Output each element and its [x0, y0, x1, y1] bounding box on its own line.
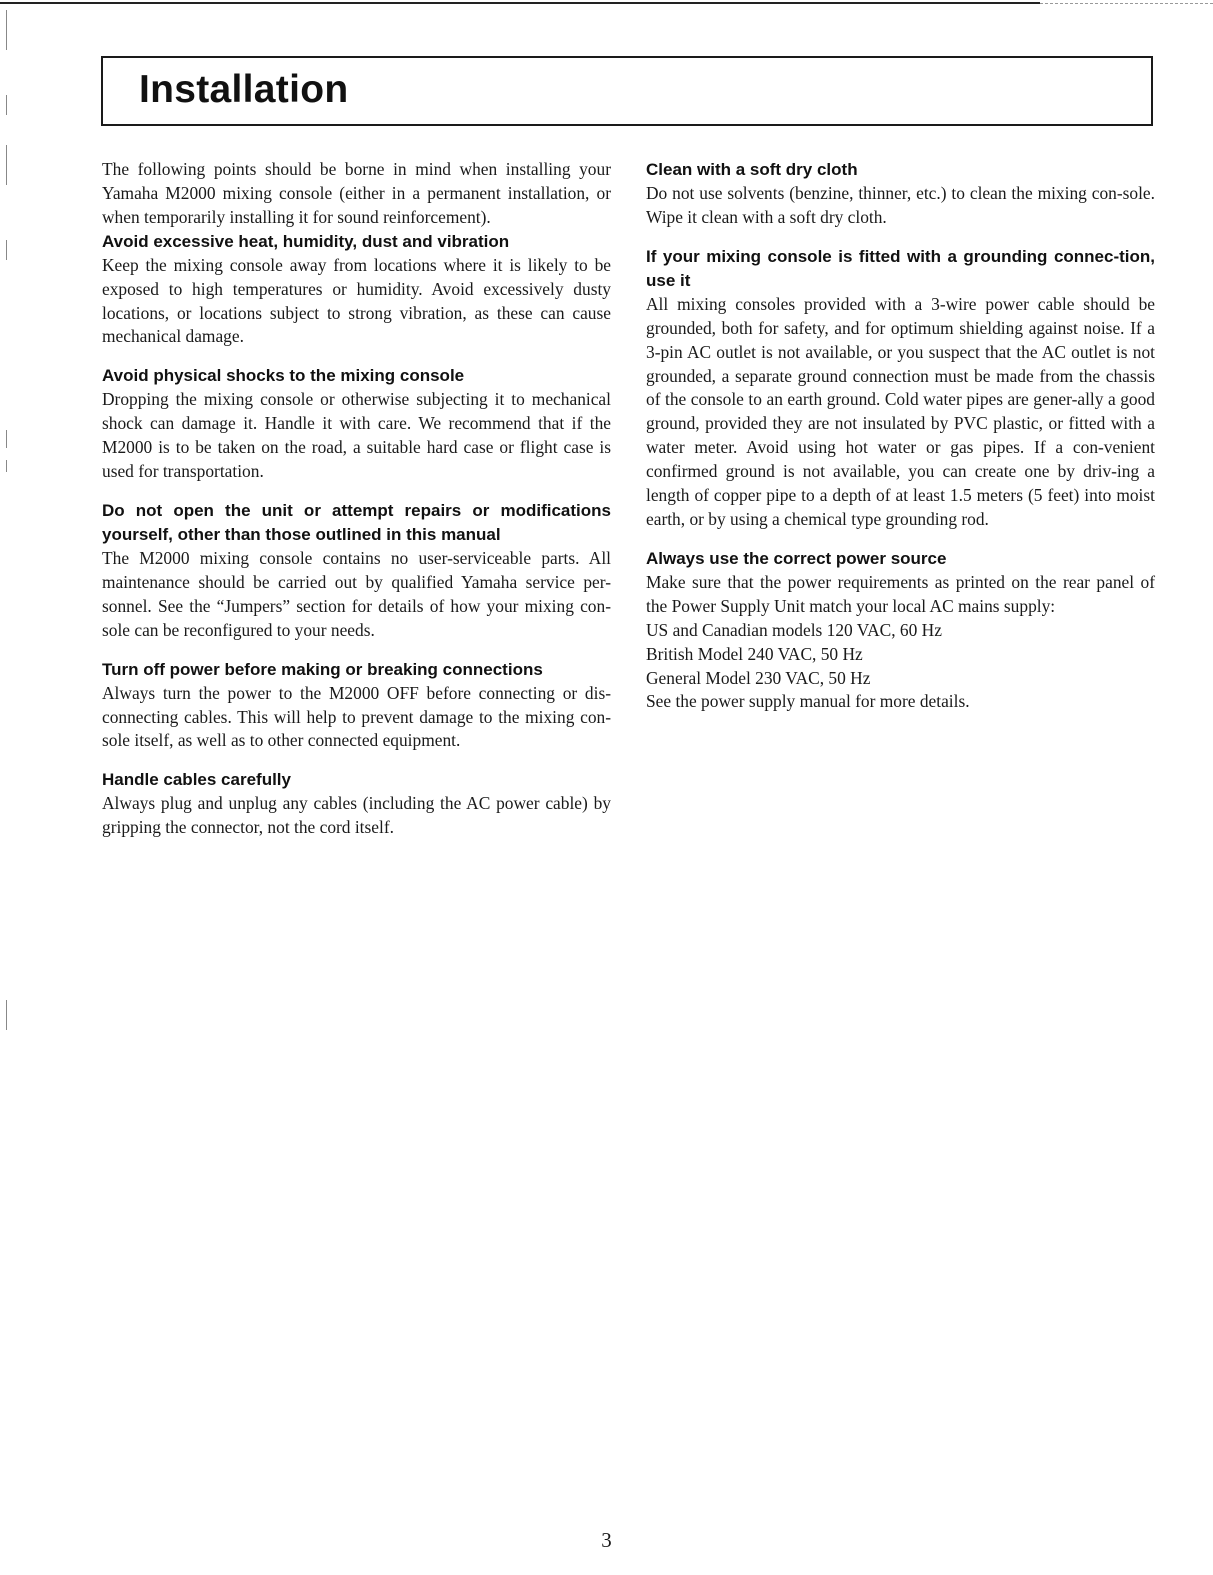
section-body: Make sure that the power requirements as printed on the rear panel of the Power Supply Unit match your local AC mains supply: — [646, 571, 1155, 616]
section-heading: Turn off power before making or breaking connections — [102, 659, 543, 679]
section-clean — [646, 158, 1155, 230]
section-body: All mixing consoles provided with a 3-wire power cable should be grounded, both for safety, and for optimum shielding against noise. If a 3-pin AC outlet is not available, or you suspect that the AC outlet is not grounded, a separate ground connection must be made from the chassis of the console to an earth ground. Cold water pipes are gener-ally a good ground, provided they are not insulated by PVC plastic, or fitted with a water meter. Avoid using hot water or gas pipes. If a con-venient confirmed ground is not available, you can create one by driv-ing a length of copper pipe to a depth of at least 1.5 meters (5 feet) into moist earth, or by using a chemical type grounding rod. — [646, 293, 1155, 529]
right-column — [646, 158, 1155, 729]
section-grounding — [646, 245, 1155, 532]
top-border-rule-faint — [1040, 3, 1213, 4]
section-heading: Do not open the unit or attempt repairs or modifications yourself, other than those outlined in this manual — [102, 500, 611, 544]
section-power-source — [646, 547, 1155, 714]
section-repairs — [102, 499, 611, 643]
page-number: 3 — [601, 1528, 612, 1552]
power-spec-line: General Model 230 VAC, 50 Hz — [646, 667, 871, 688]
scan-margin-marks — [4, 0, 10, 1575]
section-heading: Avoid excessive heat, humidity, dust and vibration — [102, 231, 510, 251]
section-body: Dropping the mixing console or otherwise subjecting it to mechanical shock can damage it. Handle it with care. We recommend that if the M2000 is to be taken on the road, a suitable hard case or flight case is used for transportation. — [102, 389, 611, 482]
power-spec-line: US and Canadian models 120 VAC, 60 Hz — [646, 619, 942, 640]
left-column — [102, 158, 611, 855]
power-spec-line: British Model 240 VAC, 50 Hz — [646, 643, 863, 664]
page-title: Installation — [139, 68, 349, 111]
section-cables — [102, 768, 611, 840]
intro-paragraph: The following points should be borne in mind when installing your Yamaha M2000 mixing console (either in a permanent installation, or when temporarily installing it for sound reinforcement). — [102, 159, 611, 227]
section-heat — [102, 230, 611, 350]
top-border-rule — [0, 2, 1040, 4]
section-body: Do not use solvents (benzine, thinner, etc.) to clean the mixing con-sole. Wipe it clean with a soft dry cloth. — [646, 183, 1155, 227]
section-heading: Avoid physical shocks to the mixing console — [102, 366, 465, 386]
section-heading: If your mixing console is fitted with a grounding connec-tion, use it — [646, 246, 1155, 290]
power-spec-list — [646, 619, 1155, 715]
section-shocks — [102, 364, 611, 484]
section-body: Always plug and unplug any cables (including the AC power cable) by gripping the connector, not the cord itself. — [102, 793, 611, 838]
section-heading: Handle cables carefully — [102, 770, 291, 790]
title-box — [101, 56, 1153, 126]
section-power-off — [102, 658, 611, 754]
section-heading: Always use the correct power source — [646, 548, 947, 568]
section-body: Keep the mixing console away from locations where it is likely to be exposed to high temperatures or humidity. Avoid excessively dusty locations, or locations subject to strong vibration, as these can cause mechanical damage. — [102, 254, 611, 347]
section-body: The M2000 mixing console contains no user-serviceable parts. All maintenance should be carried out by qualified Yamaha service per-sonnel. See the “Jumpers” section for details of how your mixing con-sole can be reconfigured to your needs. — [102, 547, 611, 640]
section-heading: Clean with a soft dry cloth — [646, 160, 858, 179]
power-spec-line: See the power supply manual for more details. — [646, 691, 970, 712]
section-body: Always turn the power to the M2000 OFF before connecting or dis-connecting cables. This will help to prevent damage to the mixing con-sole itself, as well as to other connected equipment. — [102, 682, 611, 751]
